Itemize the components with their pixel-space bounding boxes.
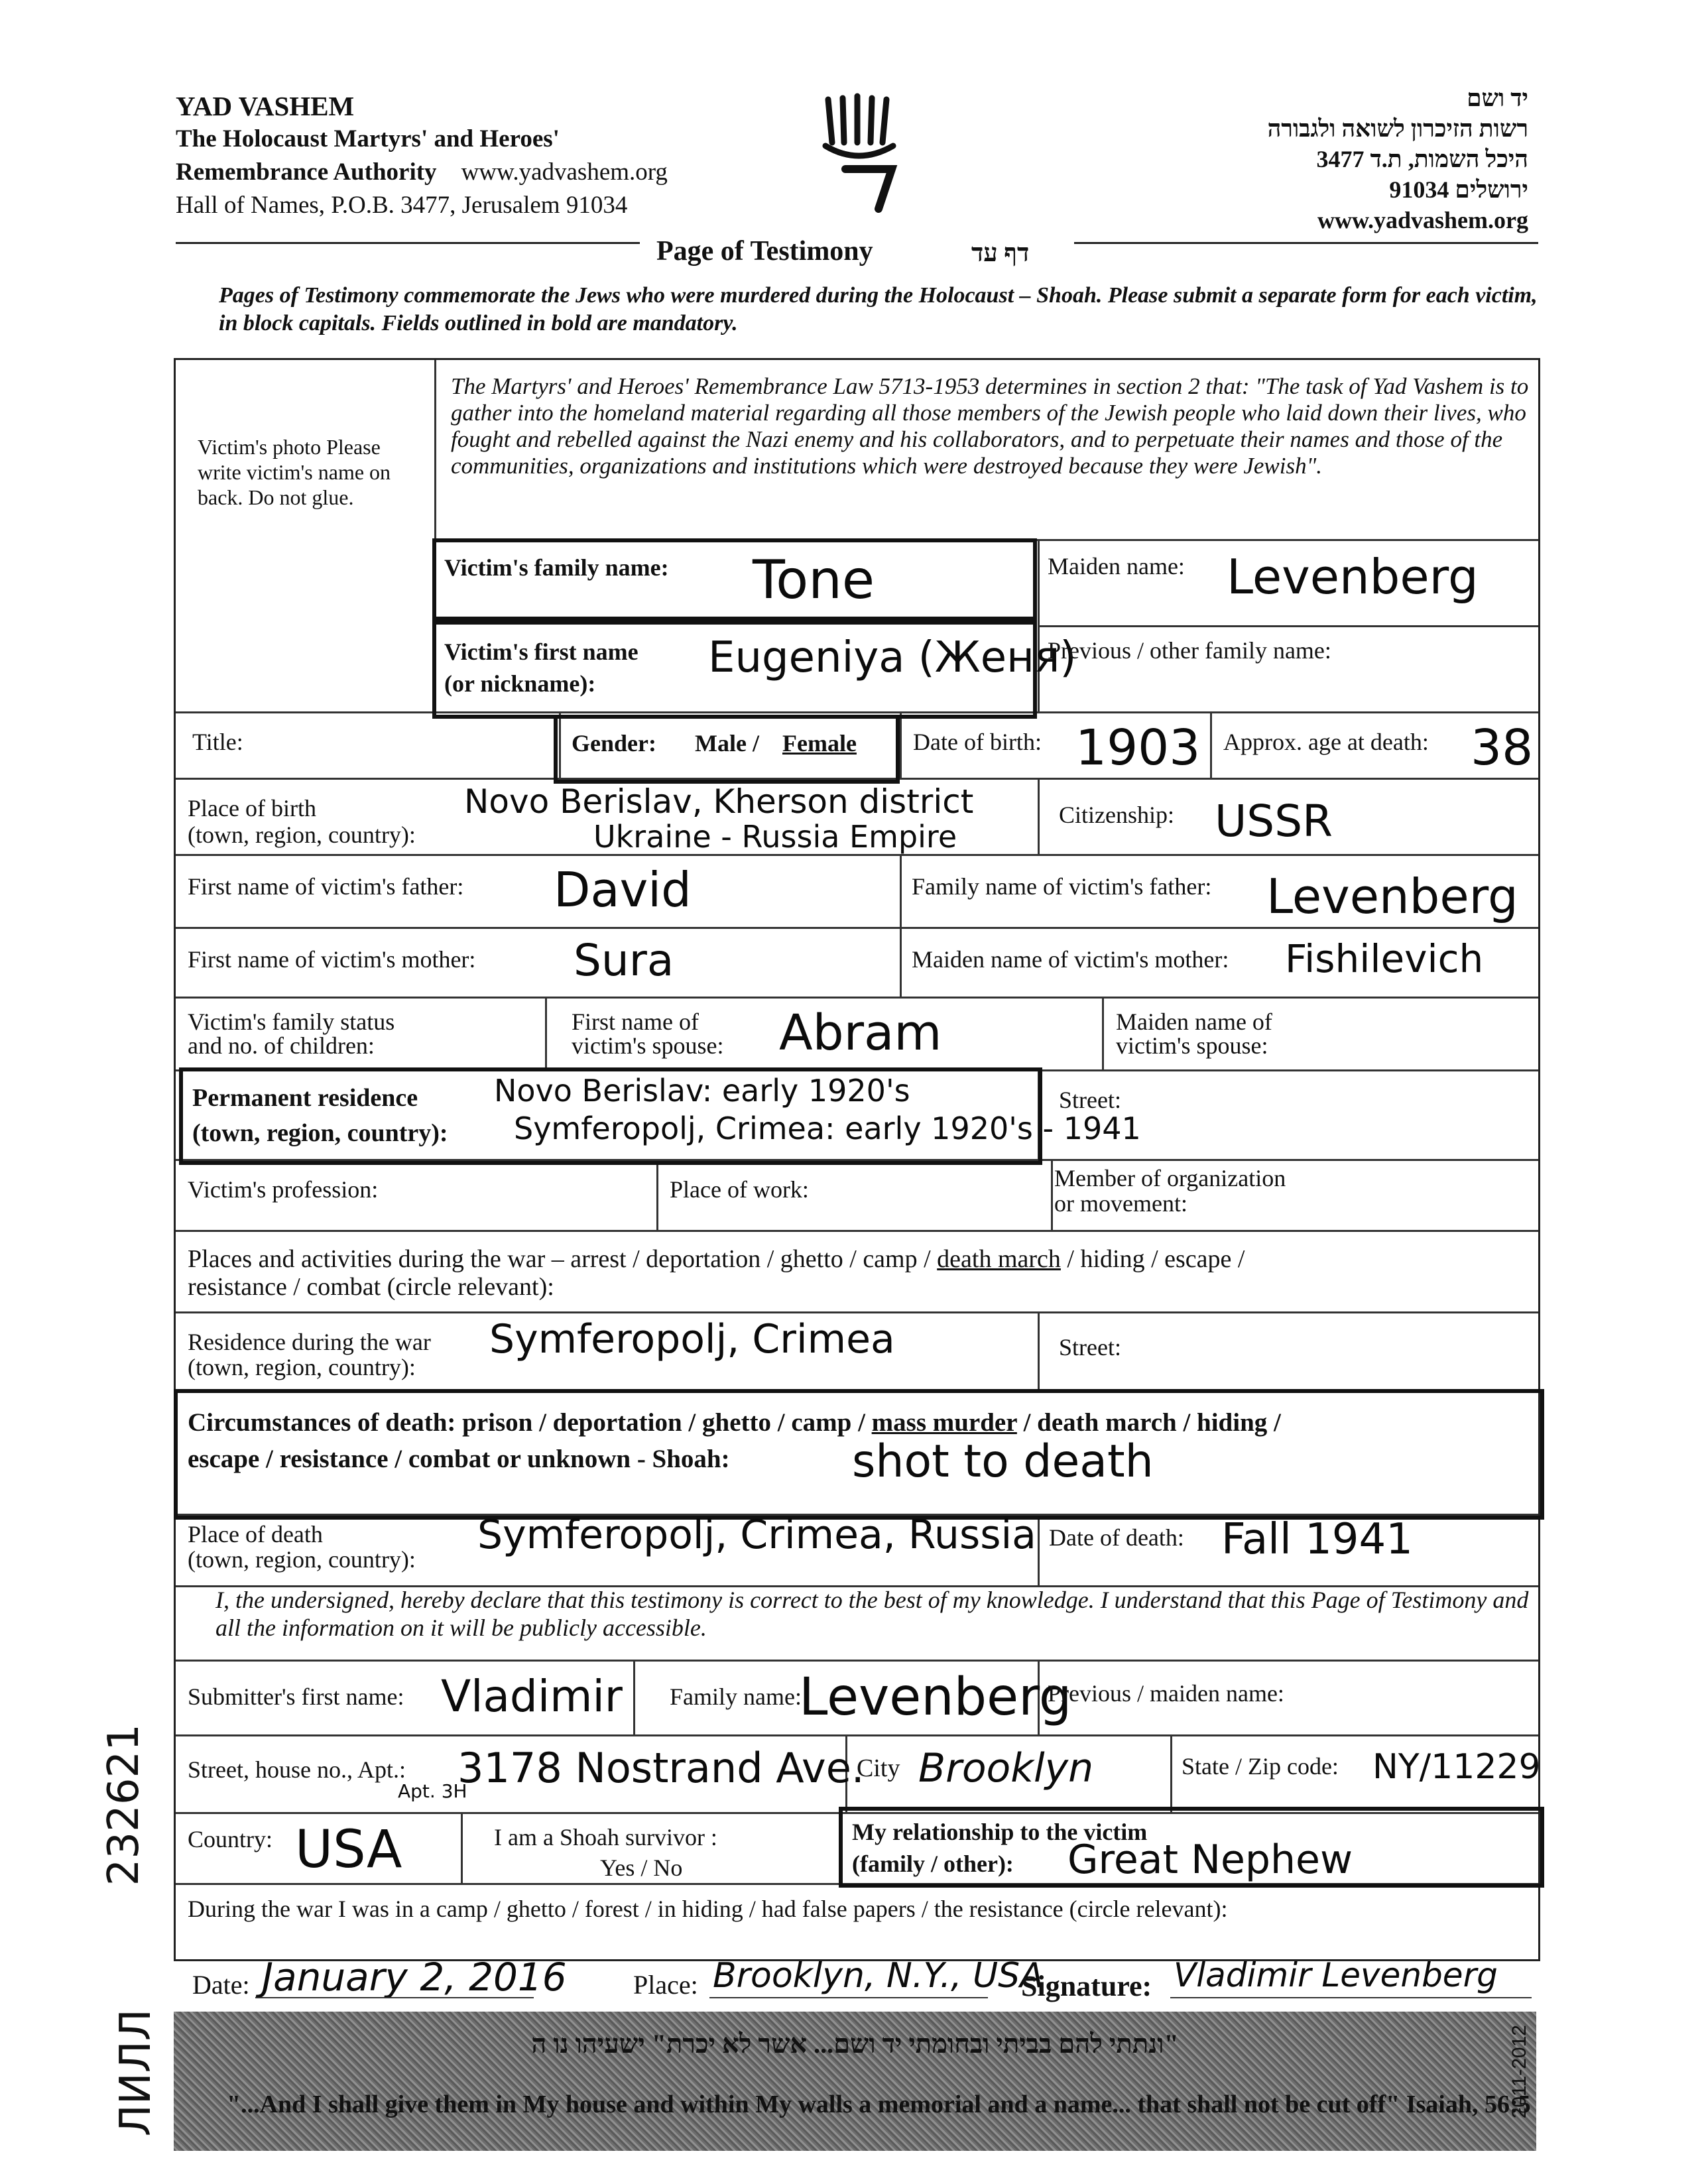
website-he: www.yadvashem.org [1317,207,1528,233]
divider [1038,1311,1040,1391]
header-hebrew [1268,83,1528,235]
pod-label-2: (town, region, country): [188,1546,416,1573]
spouse-maiden-label-2: victim's spouse: [1116,1032,1268,1059]
circumstances-label-2: escape / resistance / combat or unknown - Shoah: [188,1445,730,1473]
first-name-label: Victim's first name [444,638,638,665]
state-zip-value[interactable]: NY/11229 [1372,1747,1541,1787]
gender-female-option[interactable]: Female [782,730,857,757]
dod-label: Date of death: [1049,1524,1184,1551]
dob-label: Date of birth: [913,729,1042,755]
country-label: Country: [188,1826,273,1852]
mother-first-label: First name of victim's mother: [188,946,476,973]
place-underline [709,1997,988,1998]
footer-quote-band [174,2012,1536,2151]
pod-label: Place of death [188,1521,323,1547]
date-label: Date: [192,1970,250,2000]
residence-value-2[interactable]: Symferopolj, Crimea: early 1920's - 1941 [514,1111,1141,1146]
yad-vashem-logo-icon [819,93,905,219]
city-label: City [857,1754,900,1782]
footer-year: 2011-2012 [1508,2025,1530,2119]
mother-maiden-label: Maiden name of victim's mother: [912,946,1229,973]
divider [1170,1734,1172,1812]
city-value[interactable]: Brooklyn [918,1745,1094,1791]
divider [1102,997,1104,1069]
relationship-label-2: (family / other): [852,1850,1014,1877]
mother-first-value[interactable]: Sura [574,935,674,986]
war-residence-label: Residence during the war [188,1329,431,1355]
title-rule-right [1074,242,1538,244]
divider [1051,1159,1053,1230]
apartment-value[interactable]: Apt. 3H [398,1780,467,1802]
org-subtitle-2: Remembrance Authority [176,158,437,186]
spouse-first-value[interactable]: Abram [779,1004,942,1062]
submitter-first-value[interactable]: Vladimir [441,1671,623,1722]
declaration-text: I, the undersigned, hereby declare that this testimony is correct to the best of my knowledge. I understand that this Page of Testimony and all the information on it will be publicly accessible. [215,1587,1529,1641]
gender-label: Gender: [572,730,656,757]
gender-male-option[interactable]: Male / [695,730,759,757]
war-activities-text-a: Places and activities during the war – arrest / deportation / ghetto / camp / [188,1245,938,1273]
family-status-label: Victim's family status [188,1008,395,1035]
dob-value[interactable]: 1903 [1075,719,1201,776]
divider [176,1230,1538,1232]
father-first-value[interactable]: David [554,862,692,918]
signature-underline [1170,1997,1532,1998]
submitter-family-value[interactable]: Levenberg [799,1668,1072,1727]
mother-maiden-value[interactable]: Fishilevich [1285,936,1484,981]
street-label-1: Street: [1059,1087,1121,1113]
org-subtitle: The Holocaust Martyrs' and Heroes' [176,125,560,152]
father-family-value[interactable]: Levenberg [1266,869,1518,924]
divider [176,1660,1538,1662]
circumstances-label [188,1409,1281,1437]
mandatory-box-family-name [432,538,1037,625]
profession-label: Victim's profession: [188,1176,379,1203]
divider [1210,711,1212,778]
he-line-1: יד ושם [1467,85,1528,111]
law-text: The Martyrs' and Heroes' Remembrance Law 5713-1953 determines in section 2 that: "The task of Yad Vashem is to gather into the homeland material regarding all those members of the Jewish people who laid down their lives, who fought and rebelled against the Nazi enemy and his collaborators, and to perpetuate their names and those of the communities, organizations and institutions which were destroyed because they were Jewish". [451,373,1529,479]
he-line-2: רשות הזיכרון לשואה ולגבורה [1267,115,1528,142]
pob-value-1[interactable]: Novo Berislav, Kherson district [464,782,974,821]
intro-text: Pages of Testimony commemorate the Jews who were murdered during the Holocaust – Shoah. Please submit a separate form for each victim, in block capitals. Fields outlined in bold are mandatory. [219,283,1538,335]
margin-code: ЛИЛЛ [111,2009,160,2137]
citizenship-value[interactable]: USSR [1215,796,1333,847]
page-title: Page of Testimony [656,236,873,267]
pob-value-2[interactable]: Ukraine - Russia Empire [593,819,957,855]
divider [633,1660,635,1734]
relationship-label: My relationship to the victim [852,1819,1148,1845]
divider [176,1734,1538,1736]
state-zip-label: State / Zip code: [1182,1753,1339,1780]
street-house-value[interactable]: 3178 Nostrand Ave. [457,1744,865,1792]
date-value[interactable]: January 2, 2016 [262,1955,567,2000]
footer-quote-en: "...And I shall give them in My house and within My walls a memorial and a name... that shall not be cut off" Isaiah, 56:5 [227,2091,1531,2118]
submitter-family-label: Family name: [670,1683,802,1710]
war-activities-label-2: resistance / combat (circle relevant): [188,1273,554,1301]
spouse-maiden-label: Maiden name of [1116,1008,1272,1035]
father-first-label: First name of victim's father: [188,873,464,900]
date-underline [255,1997,534,1998]
family-name-value[interactable]: Tone [753,549,875,611]
circumstances-value[interactable]: shot to death [852,1435,1154,1488]
country-value[interactable]: USA [295,1820,402,1880]
first-name-label-2: (or nickname): [444,670,596,697]
member-label: Member of organization [1054,1165,1286,1191]
divider [1038,539,1040,711]
submitter-previous-label: Previous / maiden name: [1048,1680,1284,1707]
divider [900,854,902,997]
divider [1038,778,1040,854]
signature-label: Signature: [1021,1970,1152,2002]
divider [461,1812,463,1883]
citizenship-label: Citizenship: [1059,802,1174,828]
spouse-first-label: First name of [572,1008,699,1035]
place-value[interactable]: Brooklyn, N.Y., USA [713,1956,1044,1996]
residence-label: Permanent residence [192,1084,418,1112]
war-activities-text-c: / hiding / escape / [1060,1245,1245,1273]
place-label: Place: [633,1970,698,2000]
work-label: Place of work: [670,1176,809,1203]
photo-instructions: Victim's photo Please write victim's name on back. Do not glue. [198,435,391,509]
divider [1038,1514,1040,1585]
street-house-label: Street, house no., Apt.: [188,1756,406,1783]
divider [900,711,902,778]
divider [545,997,547,1069]
divider [656,1159,658,1230]
title-rule-left [176,242,640,244]
war-residence-value[interactable]: Symferopolj, Crimea [489,1316,895,1363]
he-line-3: היכל השמות, ת.ד 3477 [1316,146,1528,172]
age-value[interactable]: 38 [1471,719,1534,776]
page-title-he: דף עד [971,239,1030,267]
street-label-2: Street: [1059,1334,1121,1361]
circumstances-text-c: / death march / hiding / [1016,1408,1281,1437]
relationship-value[interactable]: Great Nephew [1067,1837,1353,1883]
divider [176,1311,1538,1313]
pob-label-2: (town, region, country): [188,821,416,848]
maiden-name-value[interactable]: Levenberg [1227,549,1479,605]
first-name-value[interactable]: Eugeniya (Женя) [708,633,1077,682]
family-name-label: Victim's family name: [444,554,669,581]
header-english [176,90,668,222]
survivor-options[interactable]: Yes / No [600,1854,683,1881]
submitter-first-label: Submitter's first name: [188,1683,404,1710]
previous-name-label: Previous / other family name: [1048,637,1331,664]
divider [176,927,1538,929]
member-label-2: or movement: [1054,1190,1187,1217]
footer-quote-he: "ונתתי להם בביתי ובחומתי יד ושם... אשר לא יכרת" ישעיהו נו ה [531,2029,1179,2059]
residence-value-1[interactable]: Novo Berislav: early 1920's [494,1073,910,1109]
pod-value[interactable]: Symferopolj, Crimea, Russia [477,1512,1036,1558]
age-label: Approx. age at death: [1223,729,1429,755]
residence-label-2: (town, region, country): [192,1119,448,1147]
org-name: YAD VASHEM [176,91,355,121]
pob-label: Place of birth [188,795,316,821]
war-residence-label-2: (town, region, country): [188,1354,416,1380]
divider [1038,625,1538,627]
family-status-label-2: and no. of children: [188,1032,375,1059]
signature-value[interactable]: Vladimir Levenberg [1174,1956,1498,1994]
war-activities-label [188,1246,1245,1272]
website-en: www.yadvashem.org [461,158,668,186]
circumstances-text-a: Circumstances of death: prison / deportation / ghetto / camp / [188,1408,872,1437]
he-line-4: ירושלים 91034 [1389,176,1528,203]
circumstances-mass-murder[interactable]: mass murder [871,1408,1017,1437]
spouse-first-label-2: victim's spouse: [572,1032,724,1059]
father-family-label: Family name of victim's father: [912,873,1212,900]
during-war-label: During the war I was in a camp / ghetto / forest / in hiding / had false papers / the resistance (circle relevant): [188,1896,1228,1922]
dod-value[interactable]: Fall 1941 [1221,1515,1413,1564]
maiden-name-label: Maiden name: [1048,553,1185,579]
title-label: Title: [192,729,243,755]
war-activities-death-march[interactable]: death march [937,1245,1061,1273]
margin-number: 232621 [99,1724,149,1886]
divider [176,997,1538,999]
survivor-label: I am a Shoah survivor : [494,1824,717,1850]
address-en: Hall of Names, P.O.B. 3477, Jerusalem 91034 [176,192,628,219]
